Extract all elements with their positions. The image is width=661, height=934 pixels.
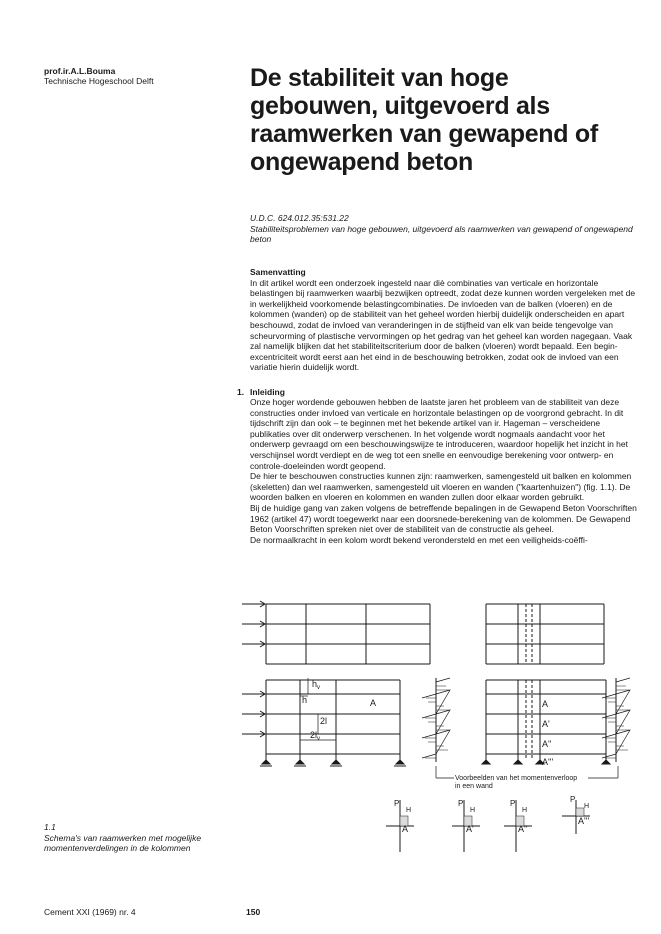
frame-top-left — [242, 601, 430, 664]
author-block — [44, 66, 154, 86]
paragraph: Onze hoger wordende gebouwen hebben de laatste jaren het probleem van de stabiliteit van deze constructies onder invloed van verticale en horizontale belastingen op de voorgrond gebracht. In dit tijdschrift zijn dan ook – te beginnen met het bekende artikel van ir. Hageman – verscheidene publikaties over dit onderwerp verschenen. In het volgende wordt nogmaals aandacht voor het onderwerp gevraagd om een beschouwingswijze te introduceren, waardoor hopelijk het inzicht in het verschijnsel wordt verdiept en de weg tot een snelle en eenvoudige berekening voor ontwerp- en controle-doeleinden wordt geopend. — [250, 397, 629, 471]
author-name: prof.ir.A.L.Bouma — [44, 66, 116, 76]
frame-top-right — [486, 604, 604, 664]
svg-text:A'': A'' — [518, 824, 528, 834]
frame-bottom-right — [482, 680, 610, 767]
caption-number: 1.1 — [44, 822, 56, 832]
moment-label-sub: in een wand — [455, 783, 493, 790]
node-detail-a-prime — [452, 799, 480, 852]
svg-text:A': A' — [466, 824, 474, 834]
svg-text:P: P — [458, 799, 464, 808]
section-body — [250, 397, 642, 545]
svg-text:P: P — [510, 799, 516, 808]
label-2lv: $2l_v$ — [310, 730, 321, 742]
summary-heading: Samenvatting — [250, 267, 306, 277]
svg-text:H: H — [584, 803, 590, 810]
journal-footer: Cement XXI (1969) nr. 4 — [44, 907, 136, 917]
node-detail-a-triple — [562, 795, 590, 834]
svg-text:P: P — [394, 799, 400, 808]
label-a: A — [370, 698, 377, 708]
node-detail-a-double — [504, 799, 532, 852]
label-a-double: A'' — [542, 739, 552, 749]
svg-text:A: A — [402, 824, 409, 834]
author-affiliation: Technische Hogeschool Delft — [44, 76, 154, 86]
label-a-wall: A — [542, 699, 549, 709]
article-title: De stabiliteit van hoge gebouwen, uitgevoerd als raamwerken van gewapend of ongewapend beton — [250, 64, 598, 176]
label-h: h — [302, 695, 308, 705]
summary-text: In dit artikel wordt een onderzoek ingesteld naar diè combinaties van verticale en horizontale belastingen bij raamwerken waarbij bezwijken optreedt, zodat deze kunnen worden vergeleken met de in werkelijkheid voorkomende belastingcombinaties. De invloeden van de balken (vloeren) en de kolommen (wanden) op de stabiliteit van het geheel worden hierbij duidelijk onderscheiden en apart beschouwd, zodat de invloed van veranderingen in de stijfheid van elk van beide tengevolge van scheurvorming of plastische vervormingen op het gedrag van het geheel kan worden nagegaan. Vaak zal namelijk blijken dat het stabiliteitscriterium door de balken (vloeren) wordt bepaald. Een begin-excentriciteit wordt eerst aan het eind in de beschouwing betrokken, zodat ook de invloed van een variatie hierin duidelijk wordt. — [250, 277, 636, 373]
figure-caption — [44, 822, 234, 854]
paragraph: De normaalkracht in een kolom wordt bekend verondersteld en met een veiligheids-coëffi- — [250, 534, 588, 545]
summary-section — [250, 267, 642, 373]
moment-label: Voorbeelden van het momentenverloop — [455, 775, 578, 782]
label-a-prime: A' — [542, 719, 550, 729]
load-arrows — [242, 601, 265, 647]
label-2l: 2l — [320, 716, 328, 726]
load-arrows — [242, 691, 265, 737]
frame-diagram — [236, 590, 646, 870]
udc-code: U.D.C. 624.012.35:531.22 — [250, 213, 349, 223]
frame-bottom-left — [242, 678, 406, 766]
svg-text:H: H — [522, 807, 528, 814]
node-detail-a — [386, 799, 414, 852]
svg-text:P: P — [570, 795, 576, 804]
udc-block — [250, 213, 642, 245]
label-a-triple: A''' — [542, 757, 554, 767]
node-details — [386, 795, 590, 852]
section-title: Inleiding — [250, 387, 285, 397]
svg-text:H: H — [406, 807, 412, 814]
svg-text:H: H — [470, 807, 476, 814]
support-symbols — [260, 760, 406, 766]
caption-text: Schema's van raamwerken met mogelijke momentenverdelingen in de kolommen — [44, 832, 202, 853]
svg-text:A''': A''' — [578, 816, 590, 826]
paragraph: Bij de huidige gang van zaken volgens de betreffende bepalingen in de Gewapend Beton Voorschriften 1962 (artikel 47) wordt toegewerkt naar een doorsnede-berekening van de kolommen. De Gewapend Beton Voorschriften spreken niet over de stabiliteit van de constructie als geheel. — [250, 502, 637, 535]
paragraph: De hier te beschouwen constructies kunnen zijn: raamwerken, samengesteld uit balken en kolommen (skeletten) dan wel raamwerken, samengesteld uit vloeren en wanden ("kaartenhuizen") (fig. 1.1). De woorden balken en vloeren en kolommen en wanden zullen door elkaar worden gebruikt. — [250, 471, 632, 503]
label-hv: $h_v$ — [312, 679, 321, 691]
udc-subtitle: Stabiliteitsproblemen van hoge gebouwen, uitgevoerd als raamwerken van gewapend of ongewapend beton — [250, 223, 633, 244]
moment-examples-bracket — [436, 766, 618, 790]
page-number: 150 — [246, 907, 261, 917]
section-number: 1. — [237, 387, 245, 397]
section-heading — [237, 387, 285, 397]
moment-diagram-left — [422, 678, 450, 762]
